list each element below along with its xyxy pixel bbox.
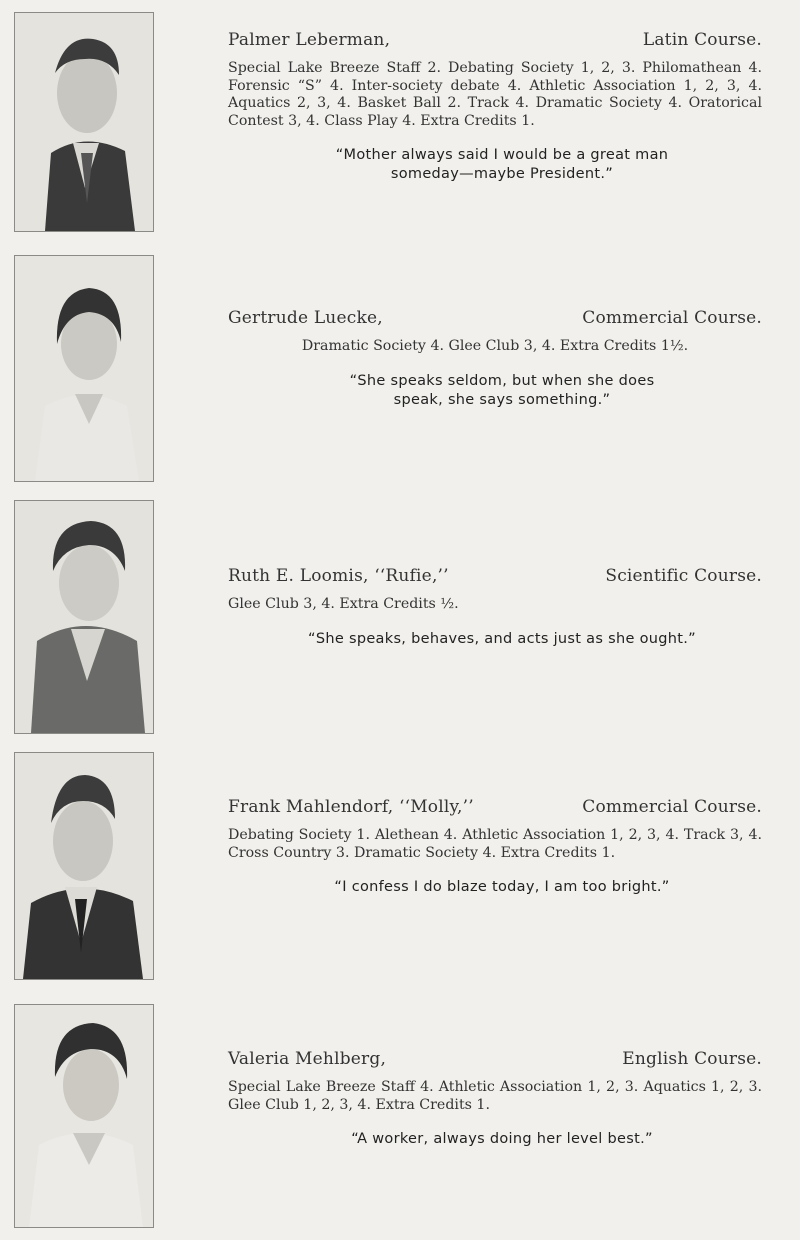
activities-list: Special Lake Breeze Staff 2. Debating Society 1, 2, 3. Philomathean 4. Forensic “S” 4. Inter-society debate 4. Athletic Association 1, 2, 3, 4. Aquatics 2, 3, 4. Basket Ball 2. Track 4. Dramatic Society 4. Oratorical Contest 3, 4. Class Play 4. Extra Credits 1.	[228, 60, 762, 129]
course-name: Commercial Course.	[582, 797, 762, 817]
portrait-woman-icon	[15, 1005, 153, 1227]
activities-list: Debating Society 1. Alethean 4. Athletic Association 1, 2, 3, 4. Track 3, 4. Cross Country 3. Dramatic Society 4. Extra Credits 1.	[228, 827, 762, 861]
portrait-woman-icon	[15, 256, 153, 481]
student-quote: “She speaks seldom, but when she does speak, she says something.”	[349, 372, 655, 408]
course-name: English Course.	[622, 1049, 762, 1069]
portrait-photo	[14, 1004, 154, 1228]
portrait-photo	[14, 500, 154, 734]
student-name: Frank Mahlendorf, ‘‘Molly,’’	[228, 797, 474, 817]
portrait-man-icon	[15, 13, 153, 231]
portrait-photo	[14, 752, 154, 980]
student-name: Ruth E. Loomis, ‘‘Rufie,’’	[228, 566, 449, 586]
portrait-woman-icon	[15, 501, 153, 733]
portrait-man-icon	[15, 753, 153, 979]
activities-list: Dramatic Society 4. Glee Club 3, 4. Extra Credits 1½.	[301, 338, 689, 354]
activities-list: Glee Club 3, 4. Extra Credits ½.	[228, 596, 459, 612]
activities-list: Special Lake Breeze Staff 4. Athletic Association 1, 2, 3. Aquatics 1, 2, 3. Glee Club 1, 2, 3, 4. Extra Credits 1.	[228, 1079, 762, 1113]
student-name: Palmer Leberman,	[228, 30, 391, 50]
student-quote: “She speaks, behaves, and acts just as she ought.”	[308, 630, 696, 647]
student-name: Valeria Mehlberg,	[228, 1049, 387, 1069]
student-quote: “Mother always said I would be a great man someday—maybe President.”	[335, 147, 669, 182]
course-name: Commercial Course.	[582, 308, 762, 328]
student-quote: “A worker, always doing her level best.”	[351, 1131, 653, 1147]
student-quote: “I confess I do blaze today, I am too bright.”	[334, 879, 670, 895]
portrait-photo	[14, 12, 154, 232]
portrait-photo	[14, 255, 154, 482]
course-name: Scientific Course.	[605, 566, 762, 586]
student-name: Gertrude Luecke,	[228, 308, 383, 328]
course-name: Latin Course.	[642, 30, 762, 50]
